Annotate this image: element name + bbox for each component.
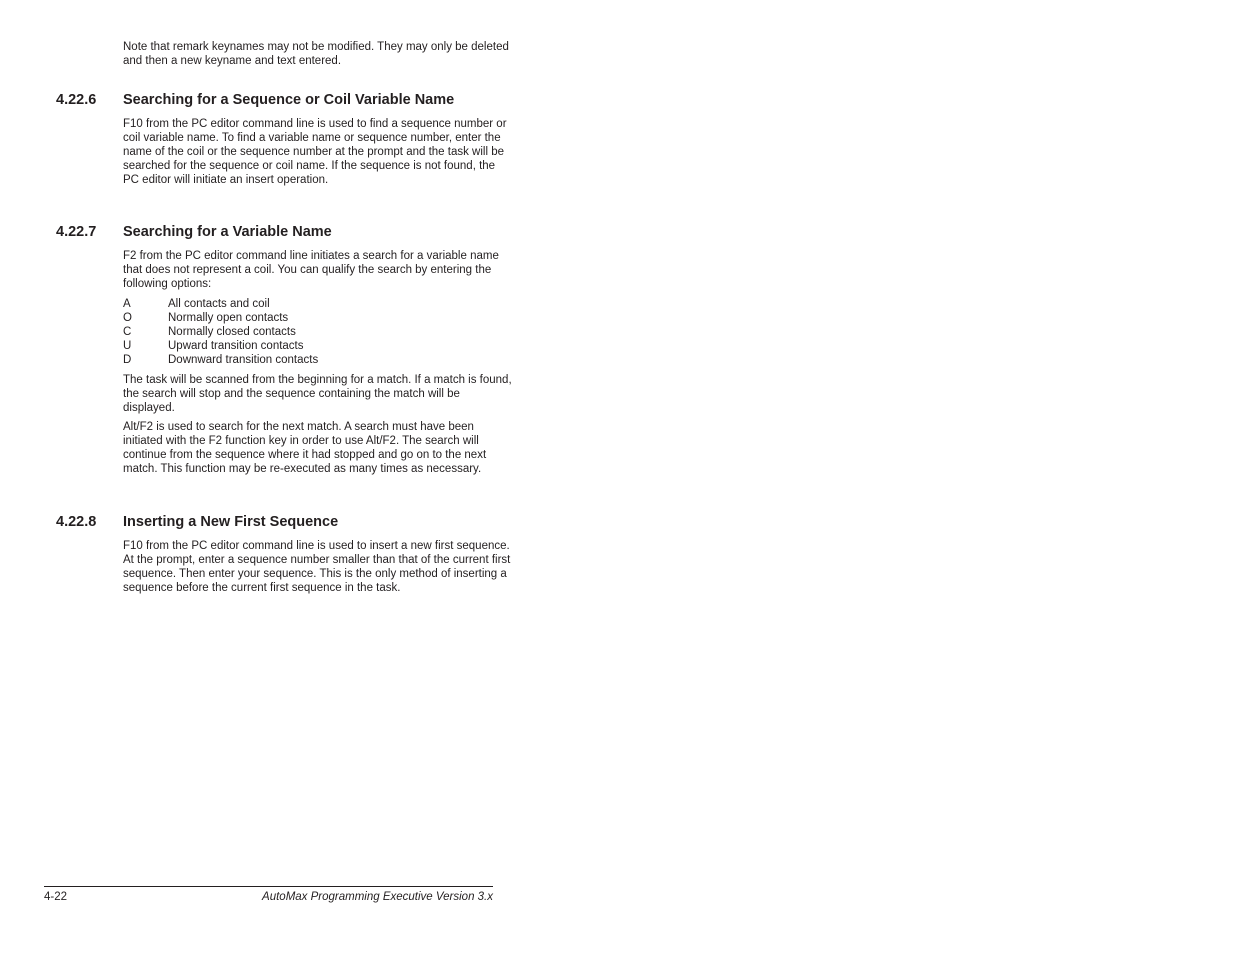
option-description: Downward transition contacts bbox=[168, 354, 319, 366]
paragraph: F2 from the PC editor command line initiates a search for a variable name that does not represent a coil. You can qualify the search by entering the following options: bbox=[123, 250, 499, 290]
option-item bbox=[123, 297, 600, 311]
section-title: Searching for a Variable Name bbox=[123, 224, 332, 240]
section-number: 4.22.6 bbox=[56, 92, 97, 108]
option-description: All contacts and coil bbox=[168, 298, 270, 310]
section-number: 4.22.7 bbox=[56, 224, 97, 240]
option-item bbox=[123, 325, 600, 339]
option-item bbox=[123, 353, 600, 367]
option-key: O bbox=[123, 312, 132, 324]
option-item bbox=[123, 339, 600, 353]
section-heading bbox=[0, 222, 600, 242]
option-key: C bbox=[123, 326, 132, 338]
section-number: 4.22.8 bbox=[56, 514, 97, 530]
option-description: Normally closed contacts bbox=[168, 326, 296, 338]
option-key: U bbox=[123, 340, 132, 352]
paragraph: F10 from the PC editor command line is used to find a sequence number or coil variable name. To find a variable name or sequence number, enter the name of the coil or the sequence number at the prompt and the task will be searched for the sequence or coil name. If the sequence is not found, the PC editor will initiate an insert operation. bbox=[123, 118, 507, 186]
option-description: Normally open contacts bbox=[168, 312, 289, 324]
section-4-22-7 bbox=[0, 222, 600, 476]
paragraph: Alt/F2 is used to search for the next match. A search must have been initiated with the F2 function key in order to use Alt/F2. The search will continue from the sequence where it had stopped and go on to the next match. This function may be re-executed as many times as necessary. bbox=[123, 421, 487, 475]
search-options-list bbox=[123, 297, 600, 367]
section-heading bbox=[0, 90, 600, 110]
option-description: Upward transition contacts bbox=[168, 340, 304, 352]
option-key: D bbox=[123, 354, 132, 366]
section-heading bbox=[0, 512, 600, 532]
intro-paragraph: Note that remark keynames may not be modified. They may only be deleted and then a new keyname and text entered. bbox=[123, 41, 509, 67]
option-key: A bbox=[123, 298, 131, 310]
paragraph: F10 from the PC editor command line is used to insert a new first sequence. At the prompt, enter a sequence number smaller than that of the current first sequence. Then enter your sequence. This is the only method of inserting a sequence before the current first sequence in the task. bbox=[123, 540, 511, 594]
paragraph: The task will be scanned from the beginning for a match. If a match is found, the search will stop and the sequence containing the match will be displayed. bbox=[123, 374, 512, 414]
section-title: Inserting a New First Sequence bbox=[123, 514, 339, 530]
section-4-22-8 bbox=[0, 512, 600, 595]
footer-rule bbox=[44, 886, 493, 887]
footer-document-title: AutoMax Programming Executive Version 3.x bbox=[262, 891, 493, 903]
page-number: 4-22 bbox=[44, 891, 68, 903]
section-title: Searching for a Sequence or Coil Variable Name bbox=[123, 92, 455, 108]
option-item bbox=[123, 311, 600, 325]
section-4-22-6 bbox=[0, 90, 600, 187]
